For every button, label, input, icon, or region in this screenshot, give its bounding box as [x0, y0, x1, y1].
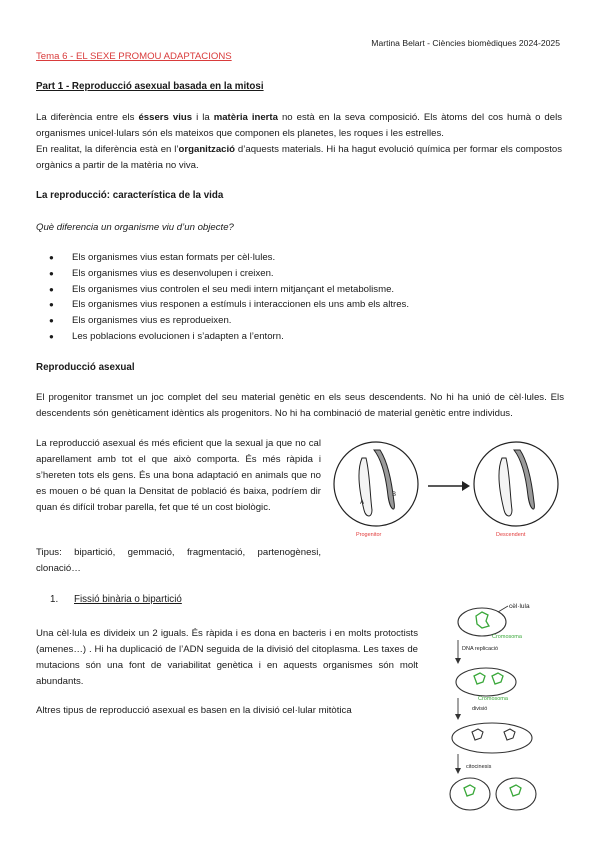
list-item: ● Els organismes vius responen a estímuls i interaccionen els uns amb els altres.	[36, 297, 556, 313]
daughter-cell-icon	[450, 778, 490, 810]
document-title: Tema 6 - EL SEXE PROMOU ADAPTACIONS	[36, 51, 232, 62]
intro-sentence-2: En realitat, la diferència està en l’organització d’aquests materials. Hi ha hagut evolució química per formar els compostos orgànics a partir de la matèria no viva.	[36, 144, 562, 171]
fission-paragraph: Una cèl·lula es divideix un 2 iguals. És ràpida i es dona en bacteris i en molts protoctists (amenes…) . Hi ha duplicació de l’ADN seguida de la divisió del citoplasma. Les taxes de mutacions són una font de variabilitat genètica i en aquests organismes són molt abundants.	[36, 628, 418, 687]
cytokinesis-label: citocinesis	[466, 764, 492, 770]
chromosome2-label: Cromosoma	[478, 696, 508, 702]
reproduction-heading: La reproducció: característica de la vida	[36, 190, 224, 201]
characteristics-list	[36, 250, 556, 345]
replication-label: DNA replicació	[462, 646, 499, 652]
efficiency-paragraph: La reproducció asexual és més eficient que la sexual ja que no cal aparellament amb tot el que això comporta. És més ràpida i s’hereten tots els gens. És una bona adaptació en animals que no es mouen o bé quan la Densitat de població és baixa, podríem dir quan és difícil trobar parella, fet que té un cost biològic.	[36, 438, 321, 513]
cell-label: cèl·lula	[509, 603, 530, 610]
division-label: divisió	[472, 706, 488, 712]
progenitor-cell-icon	[334, 442, 418, 526]
arrow-icon	[462, 481, 470, 491]
types-paragraph: Tipus: bipartició, gemmació, fragmentació, partenogènesi, clonació…	[36, 547, 321, 574]
chromosome-label: Cromosoma	[492, 634, 522, 640]
intro-sentence-1: La diferència entre els éssers vius i la matèria inerta no està en la seva composició. Els àtoms del cos humà o dels organismes unicel·lulars són els mateixos que componen els planetes, les roques i les estrelles.	[36, 112, 563, 139]
asexual-heading: Reproducció asexual	[36, 362, 135, 373]
list-item: ● Els organismes vius es desenvolupen i creixen.	[36, 266, 556, 282]
mitotic-reproduction-note: Altres tipus de reproducció asexual es basen en la divisió cel·lular mitòtica	[36, 705, 352, 716]
list-item: ● Els organismes vius estan formats per cèl·lules.	[36, 250, 556, 266]
descendent-caption: Descendent	[496, 532, 526, 538]
list-item: ● Els organismes vius es reprodueixen.	[36, 313, 556, 329]
list-number: 1.	[50, 594, 59, 605]
part1-heading: Part 1 - Reproducció asexual basada en la mitosi	[36, 81, 264, 92]
intro-paragraph	[36, 110, 562, 174]
label-a: A	[360, 500, 365, 506]
asexual-reproduction-diagram	[330, 438, 562, 540]
daughter-cell-icon	[496, 778, 536, 810]
binary-fission-diagram	[446, 598, 558, 820]
label-b: B	[392, 492, 397, 498]
header-author-line: Martina Belart - Ciències biomèdiques 2024-2025	[371, 38, 560, 48]
progenitor-caption: Progenitor	[356, 532, 382, 538]
list-item: ● Les poblacions evolucionen i s’adapten a l’entorn.	[36, 329, 556, 345]
fission-title: Fissió binària o bipartició	[74, 594, 182, 605]
list-item: ● Els organismes vius controlen el seu medi intern mitjançant el metabolisme.	[36, 282, 556, 298]
descendent-cell-icon	[474, 442, 558, 526]
fission-heading	[50, 594, 182, 605]
asexual-paragraph: El progenitor transmet un joc complet del seu material genètic en els seus descendents. No hi ha unió de cèl·lules. Els descendents són genèticament idèntics als progenitors. No hi ha combinació de material genètic entre individus.	[36, 392, 564, 419]
question-text: Què diferencia un organisme viu d’un objecte?	[36, 222, 234, 233]
